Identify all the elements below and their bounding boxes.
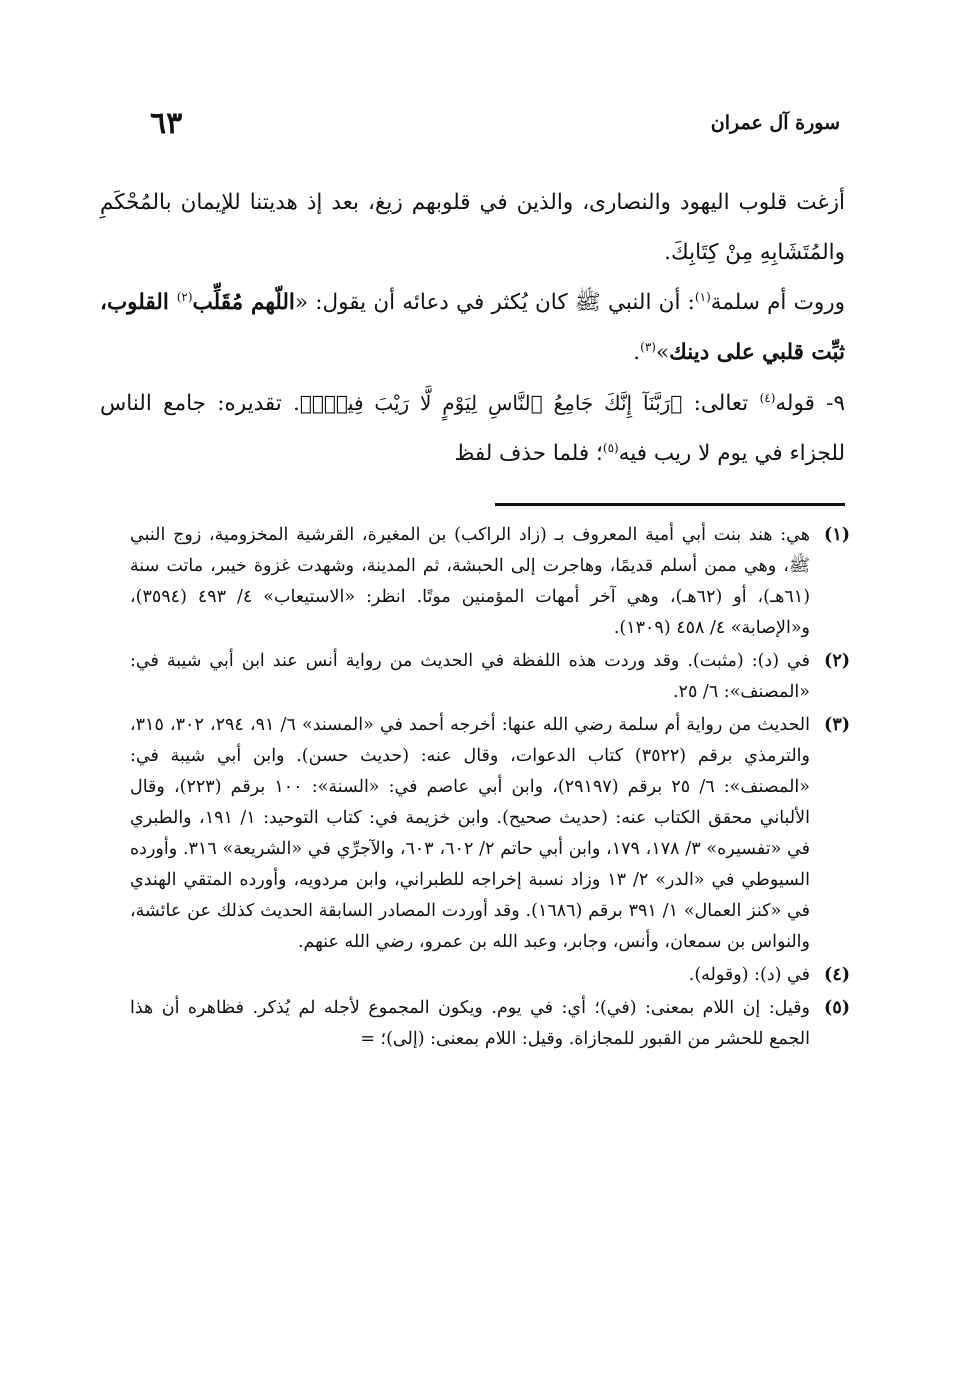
footnote-text: في (د): (مثبت). وقد وردت هذه اللفظة في الحديث من رواية أنس عند ابن أبي شيبة في: «المصنف»: ٦/ ٢٥. bbox=[130, 651, 810, 702]
page-number: ٦٣ bbox=[150, 106, 183, 141]
text-span: تعالى: bbox=[682, 391, 760, 416]
paragraph-2 bbox=[100, 278, 845, 378]
footnote-text: الحديث من رواية أم سلمة رضي الله عنها: أخرجه أحمد في «المسند» ٦/ ٩١، ٢٩٤، ٣٠٢، ٣١٥، والترمذي برقم (٣٥٢٢) كتاب الدعوات، وقال عنه: (حديث حسن). وابن أبي شيبة في: «المصنف»: ٦/ ٢٥ برقم (٢٩١٩٧)، وابن أبي عاصم في: «السنة»: ١٠٠ برقم (٢٢٣)، وقال الألباني محقق الكتاب عنه: (حديث صحيح). وابن خزيمة في: كتاب التوحيد: ١/ ١٩١، والطبري في «تفسيره» ٣/ ١٧٨، ١٧٩، وابن أبي حاتم ٢/ ٦٠٢، ٦٠٣، والآجرِّي في «الشريعة» ٣١٦. وأورده السيوطي في «الدر» ٢/ ١٣ وزاد نسبة إخراجه للطبراني، وابن مردويه، وأورده المتقي الهندي في «كنز العمال» ١/ ٣٩١ برقم (١٦٨٦). وقد أوردت المصادر السابقة الحديث كذلك عن عائشة، والنواس بن سمعان، وأنس، وجابر، وعبد الله بن عمرو، رضي الله عنهم. bbox=[130, 715, 811, 952]
paragraph-3 bbox=[100, 378, 845, 479]
footnote-number: (٥) bbox=[824, 998, 850, 1018]
text-span: وروت أم سلمة bbox=[710, 290, 845, 315]
text-span: . bbox=[633, 340, 641, 365]
footnote-separator bbox=[495, 503, 845, 506]
footnote-number: (٣) bbox=[824, 715, 850, 735]
footnote-number: (٢) bbox=[824, 651, 850, 671]
text-span: : أن النبي ﷺ كان يُكثر في دعائه أن يقول: « bbox=[294, 290, 695, 315]
text-span: ٩- قوله bbox=[775, 391, 845, 416]
footnote-number: (٤) bbox=[824, 965, 850, 985]
footnote-text: وقيل: إن اللام بمعنى: (في)؛ أي: في يوم. ويكون المجموع لأجله لم يُذكر. فظاهره أن هذا الجمع للحشر من القبور للمجازاة. وقيل: اللام بمعنى: (إلى)؛ = bbox=[130, 998, 810, 1049]
main-text bbox=[100, 178, 845, 479]
footnote-ref-1: (١) bbox=[694, 289, 711, 304]
footnote bbox=[130, 993, 850, 1055]
hadith-text: اللّهم مُقَلِّب bbox=[192, 290, 295, 315]
footnote-ref-5: (٥) bbox=[602, 440, 619, 455]
paragraph-1: أزغت قلوب اليهود والنصارى، والذين في قلوبهم زيغ، بعد إذ هديتنا للإيمان بالمُحْكَمِ والمُتَشَابِهِ مِنْ كِتَابِكَ. bbox=[100, 190, 845, 265]
surah-title: سورة آل عمران bbox=[710, 112, 840, 134]
footnote-ref-2: (٢) bbox=[176, 289, 193, 304]
footnote-text: هي: هند بنت أبي أمية المعروف بـ (زاد الراكب) بن المغيرة، القرشية المخزومية، زوج النبي ﷺ، وهي ممن أسلم قديمًا، وهاجرت إلى الحبشة، ثم المدينة، وشهدت غزوة خيبر، ماتت سنة (٦١هـ)، أو (٦٢هـ)، وهي آخر أمهات المؤمنين موتًا. انظر: «الاستيعاب» ٤/ ٤٩٣ (٣٥٩٤)، و«الإصابة» ٤/ ٤٥٨ (١٣٠٩). bbox=[130, 525, 811, 638]
quran-verse: ﴿رَبَّنَآ إِنَّكَ جَامِعُ ٱلنَّاسِ لِيَوْمٍ لَّا رَيْبَ فِيهِۚ﴾ bbox=[299, 391, 683, 415]
footnote-ref-4: (٤) bbox=[759, 390, 776, 405]
text-span: ؛ فلما حذف لفظ bbox=[454, 441, 603, 466]
footnote bbox=[130, 520, 850, 644]
footnote bbox=[130, 710, 850, 958]
footnote bbox=[130, 960, 850, 991]
footnote-ref-3: (٣) bbox=[640, 339, 656, 354]
footnotes bbox=[130, 520, 850, 1057]
quote-close: » bbox=[655, 340, 670, 365]
text-span: . تقديره: جامع الناس للجزاء في يوم لا ريب فيه bbox=[100, 391, 845, 466]
page-header bbox=[150, 106, 840, 152]
footnote-number: (١) bbox=[824, 525, 850, 545]
hadith-text-cont: القلوب، ثبِّت قلبي على دينك bbox=[100, 290, 845, 365]
footnote-text: في (د): (وقوله). bbox=[688, 965, 810, 985]
footnote bbox=[130, 646, 850, 708]
